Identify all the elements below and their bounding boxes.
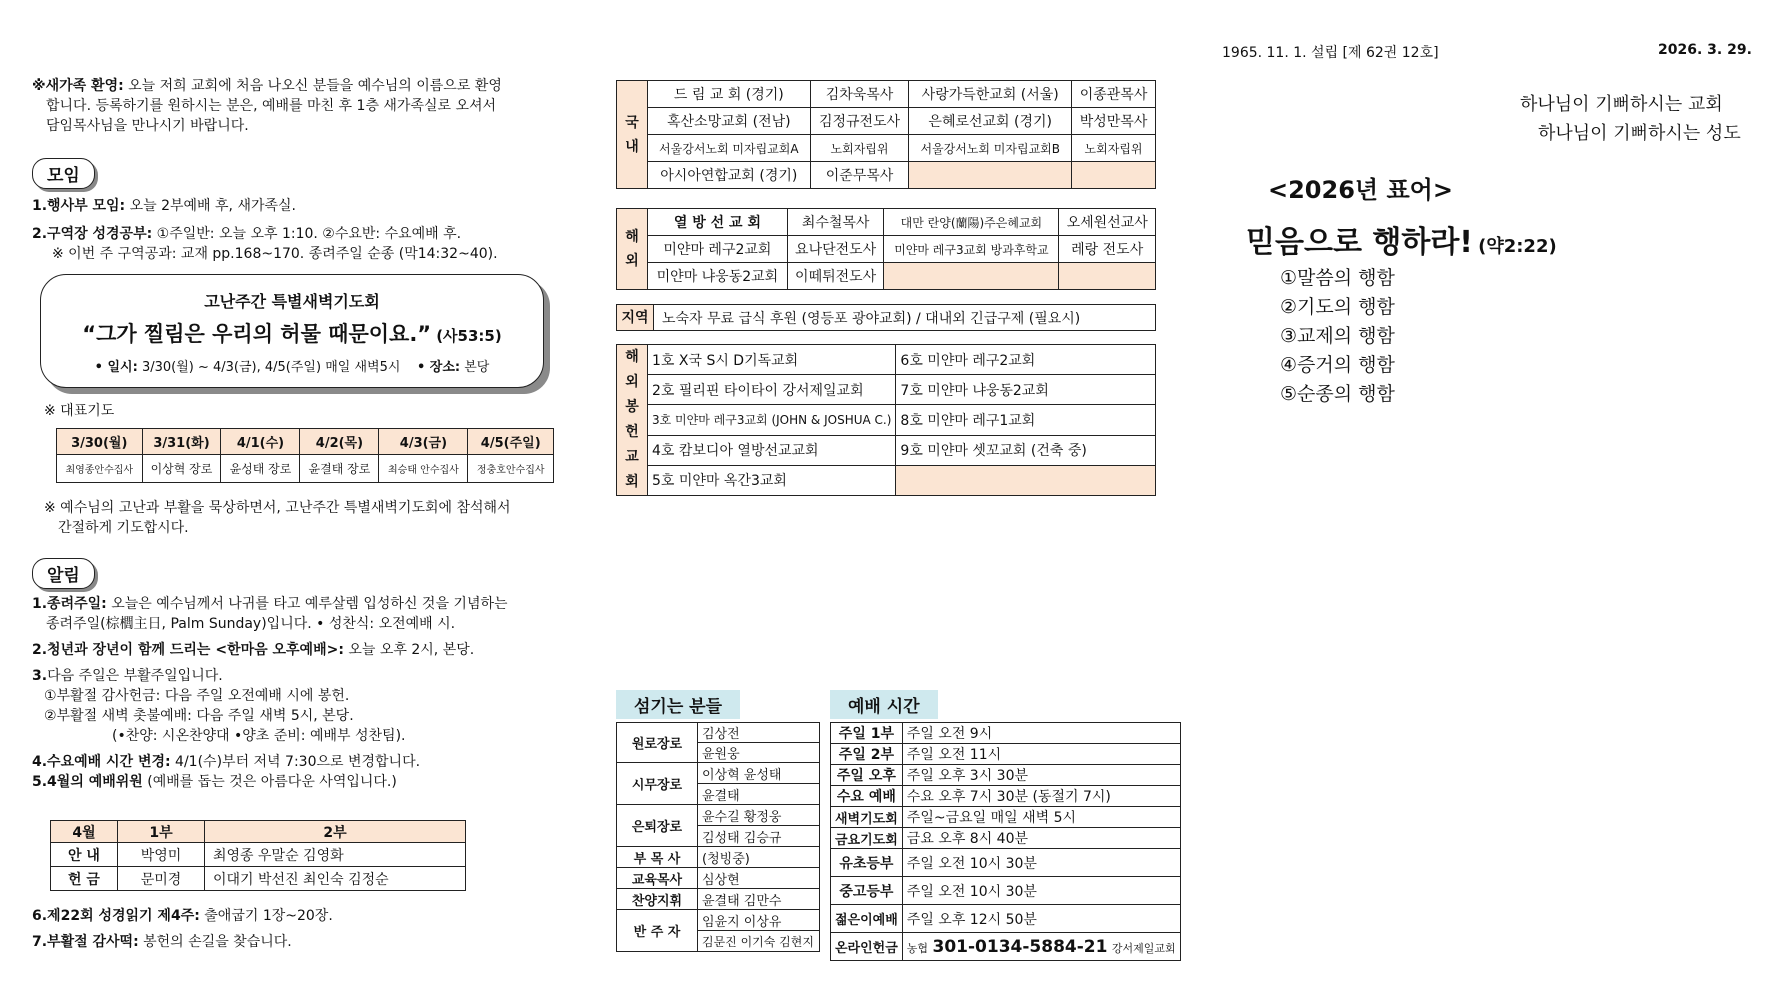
mission-church: 아시아연합교회 (경기) bbox=[648, 162, 811, 189]
special-prayer-details bbox=[41, 356, 543, 375]
worship-service: 중고등부 bbox=[831, 877, 903, 905]
news-label: 4.수요예배 시간 변경: bbox=[32, 754, 171, 770]
server-name: 김문진 이기숙 김현지 bbox=[698, 931, 820, 952]
table-row bbox=[617, 81, 1156, 108]
worship-time: 금요 오후 8시 40분 bbox=[902, 828, 1180, 849]
worship-time: 주일 오전 10시 30분 bbox=[902, 877, 1180, 905]
rep-prayer-table bbox=[56, 428, 554, 483]
news-text: 오늘은 예수님께서 나귀를 타고 예루살렘 입성하신 것을 기념하는 bbox=[106, 596, 508, 612]
worship-time: 주일 오전 9시 bbox=[902, 723, 1180, 744]
committee-cell: 최영종 우말순 김영화 bbox=[205, 843, 466, 867]
news-label: 6.제22회 성경읽기 제4주: bbox=[32, 908, 200, 924]
mission-church: 드 림 교 회 (경기) bbox=[648, 81, 811, 108]
mission-empty bbox=[1059, 263, 1156, 290]
mission-church: 미얀마 냐웅동2교회 bbox=[648, 263, 788, 290]
mission-church: 열 방 선 교 회 bbox=[648, 209, 788, 236]
bank-name: 농협 bbox=[906, 941, 929, 955]
motto-line2: 하나님이 기뻐하시는 성도 bbox=[1538, 123, 1741, 144]
table-row bbox=[831, 828, 1181, 849]
overseas-missions-table bbox=[616, 208, 1156, 290]
mission-church: 혹산소망교회 (전남) bbox=[648, 108, 811, 135]
slogan-verse: (약2:22) bbox=[1478, 236, 1557, 257]
worship-service: 수요 예배 bbox=[831, 786, 903, 807]
table-row bbox=[831, 807, 1181, 828]
server-name: 윤결태 김만수 bbox=[698, 889, 820, 910]
server-role: 부 목 사 bbox=[617, 847, 698, 868]
mission-pastor: 노회자립위 bbox=[810, 135, 909, 162]
rep-day: 4/2(목) bbox=[300, 429, 379, 455]
table-row bbox=[617, 108, 1156, 135]
news-title: 알림 bbox=[32, 558, 95, 589]
mission-pastor: 이떼튀전도사 bbox=[787, 263, 884, 290]
table-row bbox=[831, 723, 1181, 744]
overseas-label: 해외 bbox=[617, 209, 648, 290]
planting-label: 해외봉헌교회 bbox=[617, 345, 648, 496]
committee-header: 2부 bbox=[205, 821, 466, 843]
where-label: • 장소: bbox=[416, 360, 461, 375]
slogan-item: ⑤순종의 행함 bbox=[1280, 383, 1395, 405]
founding-info: 1965. 11. 1. 설립 [제 62권 12호] bbox=[1222, 45, 1439, 61]
planted-church: 2호 필리핀 타이타이 강서제일교회 bbox=[648, 375, 896, 405]
rep-name: 최영종안수집사 bbox=[57, 455, 143, 483]
mission-church: 은혜로선교회 (경기) bbox=[909, 108, 1072, 135]
worship-service: 젊은이예배 bbox=[831, 905, 903, 933]
servers-table bbox=[616, 722, 820, 952]
table-row bbox=[617, 236, 1156, 263]
table-row bbox=[57, 455, 554, 483]
server-name: 이상혁 윤성태 bbox=[698, 763, 820, 784]
year-title: <2026년 표어> bbox=[1268, 176, 1453, 204]
news-text: 봉헌의 손길을 찾습니다. bbox=[138, 934, 292, 950]
worship-service: 유초등부 bbox=[831, 849, 903, 877]
table-row bbox=[51, 821, 466, 843]
planted-church: 8호 미얀마 레구1교회 bbox=[896, 405, 1156, 435]
news-text: 다음 주일은 부활주일입니다. bbox=[47, 668, 223, 684]
table-row bbox=[831, 765, 1181, 786]
worship-time: 주일~금요일 매일 새벽 5시 bbox=[902, 807, 1180, 828]
table-row bbox=[617, 375, 1156, 405]
rep-day: 4/5(주일) bbox=[468, 429, 554, 455]
worship-time: 수요 오후 7시 30분 (동절기 7시) bbox=[902, 786, 1180, 807]
committee-cell: 안 내 bbox=[51, 843, 118, 867]
planted-church: 3호 미얀마 레구3교회 (JOHN & JOSHUA C.) bbox=[648, 405, 896, 435]
when-label: • 일시: bbox=[94, 360, 138, 375]
welcome-text: 담임목사님을 만나시기 바랍니다. bbox=[46, 118, 249, 134]
online-offering-label: 온라인헌금 bbox=[831, 933, 903, 961]
mission-pastor: 박성만목사 bbox=[1072, 108, 1156, 135]
news-label: 1.종려주일: bbox=[32, 596, 107, 612]
table-row bbox=[51, 867, 466, 891]
worship-title: 예배 시간 bbox=[830, 690, 938, 719]
news-text: (예배를 돕는 것은 아름다운 사역입니다.) bbox=[142, 774, 397, 790]
worship-times-table bbox=[830, 722, 1181, 961]
mission-empty bbox=[1072, 162, 1156, 189]
server-role: 시무장로 bbox=[617, 763, 698, 805]
table-row bbox=[57, 429, 554, 455]
server-role: 교육목사 bbox=[617, 868, 698, 889]
worship-service: 금요기도회 bbox=[831, 828, 903, 849]
worship-time: 주일 오후 3시 30분 bbox=[902, 765, 1180, 786]
planted-church: 6호 미얀마 레구2교회 bbox=[896, 345, 1156, 375]
committee-cell: 헌 금 bbox=[51, 867, 118, 891]
note-text: 간절하게 기도합시다. bbox=[58, 520, 189, 536]
server-name: 윤수길 황정웅 bbox=[698, 805, 820, 826]
planted-church: 5호 미얀마 옥간3교회 bbox=[648, 465, 896, 495]
special-prayer-title: 고난주간 특별새벽기도회 bbox=[204, 292, 380, 311]
mission-church: 대만 란양(蘭陽)주은혜교회 bbox=[884, 209, 1059, 236]
table-row bbox=[831, 905, 1181, 933]
server-name: 윤원웅 bbox=[698, 743, 820, 763]
mission-empty bbox=[909, 162, 1072, 189]
meeting-item-label: 1.행사부 모임: bbox=[32, 198, 126, 214]
slogan-item: ③교제의 행함 bbox=[1280, 325, 1395, 347]
news-subitem: (•찬양: 시온찬양대 •양초 준비: 예배부 성찬팀). bbox=[112, 728, 406, 744]
rep-name: 정충호안수집사 bbox=[468, 455, 554, 483]
region-text: 노숙자 무료 급식 후원 (영등포 광야교회) / 대내외 긴급구제 (필요시) bbox=[654, 305, 1156, 331]
domestic-missions-table bbox=[616, 80, 1156, 189]
slogan-items bbox=[1280, 264, 1395, 409]
worship-service: 주일 1부 bbox=[831, 723, 903, 744]
mission-church: 사랑가득한교회 (서울) bbox=[909, 81, 1072, 108]
meeting-title: 모임 bbox=[32, 158, 95, 189]
table-row bbox=[617, 805, 820, 826]
committee-cell: 이대기 박선진 최인숙 김정순 bbox=[205, 867, 466, 891]
welcome-section bbox=[32, 76, 567, 136]
bulletin-date: 2026. 3. 29. bbox=[1658, 42, 1752, 58]
planted-church bbox=[896, 465, 1156, 495]
mission-church: 서울강서노회 미자립교회B bbox=[909, 135, 1072, 162]
server-role: 원로장로 bbox=[617, 723, 698, 763]
rep-day: 3/30(월) bbox=[57, 429, 143, 455]
table-row bbox=[831, 744, 1181, 765]
mission-pastor: 김차욱목사 bbox=[810, 81, 909, 108]
account-holder: 강서제일교회 bbox=[1111, 941, 1176, 955]
worship-service: 새벽기도회 bbox=[831, 807, 903, 828]
mission-pastor: 김정규전도사 bbox=[810, 108, 909, 135]
slogan-item: ②기도의 행함 bbox=[1280, 296, 1395, 318]
note-text: ※ 예수님의 고난과 부활을 묵상하면서, 고난주간 특별새벽기도회에 참석해서 bbox=[44, 500, 511, 516]
meeting-section bbox=[32, 196, 572, 264]
mission-pastor: 이종관목사 bbox=[1072, 81, 1156, 108]
quote-ref: (사53:5) bbox=[436, 327, 502, 345]
rep-name: 최승태 안수집사 bbox=[379, 455, 468, 483]
table-row bbox=[617, 910, 820, 931]
news-subitem: ①부활절 감사헌금: 다음 주일 오전예배 시에 봉헌. bbox=[44, 688, 350, 704]
news-section-end bbox=[32, 906, 572, 952]
server-name: 심상현 bbox=[698, 868, 820, 889]
rep-day: 4/3(금) bbox=[379, 429, 468, 455]
planted-church: 1호 X국 S시 D기독교회 bbox=[648, 345, 896, 375]
table-row bbox=[617, 162, 1156, 189]
slogan-text: 믿음으로 행하라! bbox=[1246, 225, 1473, 260]
special-prayer-box bbox=[40, 274, 544, 388]
table-row bbox=[617, 405, 1156, 435]
mission-church: 미얀마 레구2교회 bbox=[648, 236, 788, 263]
committee-header: 4월 bbox=[51, 821, 118, 843]
mission-empty bbox=[884, 263, 1059, 290]
mission-pastor: 이준무목사 bbox=[810, 162, 909, 189]
committee-header: 1부 bbox=[118, 821, 205, 843]
worship-header bbox=[830, 690, 938, 719]
news-section bbox=[32, 594, 572, 792]
planted-church: 9호 미얀마 셋꼬교회 (건축 중) bbox=[896, 435, 1156, 465]
table-row bbox=[617, 345, 1156, 375]
meeting-header bbox=[32, 158, 95, 189]
planted-church: 4호 캄보디아 열방선교교회 bbox=[648, 435, 896, 465]
special-prayer-quote bbox=[41, 318, 543, 348]
worship-time: 주일 오전 11시 bbox=[902, 744, 1180, 765]
table-row bbox=[617, 763, 820, 784]
mission-pastor: 최수철목사 bbox=[787, 209, 884, 236]
news-text: 출애굽기 1장~20장. bbox=[199, 908, 333, 924]
quote-text: “그가 찔림은 우리의 허물 때문이요.” bbox=[82, 322, 432, 346]
committee-cell: 박영미 bbox=[118, 843, 205, 867]
where-text: 본당 bbox=[460, 360, 490, 375]
year-slogan bbox=[1246, 217, 1557, 261]
mission-church: 서울강서노회 미자립교회A bbox=[648, 135, 811, 162]
meeting-item-text: 오늘 2부예배 후, 새가족실. bbox=[125, 198, 297, 214]
news-label: 2.청년과 장년이 함께 드리는 <한마음 오후예배>: bbox=[32, 642, 344, 658]
server-name: 김성태 김승규 bbox=[698, 826, 820, 847]
rep-name: 이상혁 장로 bbox=[142, 455, 221, 483]
meeting-item-label: 2.구역장 성경공부: bbox=[32, 226, 153, 242]
table-row bbox=[617, 435, 1156, 465]
news-label: 5.4월의 예배위원 bbox=[32, 774, 143, 790]
worship-service: 주일 오후 bbox=[831, 765, 903, 786]
table-row bbox=[617, 847, 820, 868]
news-subitem: ②부활절 새벽 촛불예배: 다음 주일 새벽 5시, 본당. bbox=[44, 708, 354, 724]
table-row bbox=[617, 305, 1156, 331]
table-row bbox=[617, 889, 820, 910]
mission-church: 미얀마 레구3교회 방과후학교 bbox=[884, 236, 1059, 263]
table-row bbox=[51, 843, 466, 867]
table-row bbox=[831, 786, 1181, 807]
mission-pastor: 레랑 전도사 bbox=[1059, 236, 1156, 263]
domestic-label: 국내 bbox=[617, 81, 648, 189]
server-role: 찬양지휘 bbox=[617, 889, 698, 910]
server-role: 은퇴장로 bbox=[617, 805, 698, 847]
news-text: 4/1(수)부터 저녁 7:30으로 변경합니다. bbox=[170, 754, 421, 770]
planted-churches-table bbox=[616, 344, 1156, 496]
table-row bbox=[831, 933, 1181, 961]
mission-pastor: 노회자립위 bbox=[1072, 135, 1156, 162]
planted-church: 7호 미얀마 냐웅동2교회 bbox=[896, 375, 1156, 405]
mission-pastor: 오세원선교사 bbox=[1059, 209, 1156, 236]
server-role: 반 주 자 bbox=[617, 910, 698, 952]
rep-name: 윤성태 장로 bbox=[221, 455, 300, 483]
region-mission-table bbox=[616, 304, 1156, 331]
account-number: 301-0134-5884-21 bbox=[932, 936, 1108, 957]
server-name: 임윤지 이상유 bbox=[698, 910, 820, 931]
table-row bbox=[617, 135, 1156, 162]
table-row bbox=[831, 849, 1181, 877]
news-label: 3. bbox=[32, 668, 48, 684]
rep-day: 3/31(화) bbox=[142, 429, 221, 455]
worship-time: 주일 오후 12시 50분 bbox=[902, 905, 1180, 933]
welcome-text: 합니다. 등록하기를 원하시는 분은, 예배를 마친 후 1층 새가족실로 오셔서 bbox=[46, 98, 497, 114]
rep-prayer-label: ※ 대표기도 bbox=[44, 403, 115, 419]
news-text: 오늘 오후 2시, 본당. bbox=[343, 642, 475, 658]
server-name: 윤결태 bbox=[698, 784, 820, 805]
table-row bbox=[831, 877, 1181, 905]
online-offering-account bbox=[902, 933, 1180, 961]
april-committee-table bbox=[50, 820, 466, 891]
when-text: 3/30(월) ~ 4/3(금), 4/5(주일) 매일 새벽5시 bbox=[137, 360, 401, 375]
welcome-label: ※새가족 환영: bbox=[32, 78, 124, 94]
table-row bbox=[617, 723, 820, 743]
welcome-text: 오늘 저희 교회에 처음 나오신 분들을 예수님의 이름으로 환영 bbox=[128, 78, 502, 94]
table-row bbox=[617, 263, 1156, 290]
meeting-item-text: ①주일반: 오늘 오후 1:10. ②수요반: 수요예배 후. bbox=[152, 226, 462, 242]
region-label: 지역 bbox=[617, 305, 654, 331]
motto-line1: 하나님이 기뻐하시는 교회 bbox=[1520, 94, 1723, 115]
server-name: (청빙중) bbox=[698, 847, 820, 868]
servers-header bbox=[616, 690, 740, 719]
news-label: 7.부활절 감사떡: bbox=[32, 934, 139, 950]
table-row bbox=[617, 465, 1156, 495]
server-name: 김상전 bbox=[698, 723, 820, 743]
servers-title: 섬기는 분들 bbox=[616, 690, 740, 719]
rep-name: 윤결태 장로 bbox=[300, 455, 379, 483]
committee-cell: 문미경 bbox=[118, 867, 205, 891]
meeting-subnote: ※ 이번 주 구역공과: 교재 pp.168~170. 종려주일 순종 (막14:32~40). bbox=[52, 246, 498, 262]
rep-day: 4/1(수) bbox=[221, 429, 300, 455]
table-row bbox=[617, 868, 820, 889]
news-header bbox=[32, 558, 95, 589]
worship-service: 주일 2부 bbox=[831, 744, 903, 765]
rep-prayer-note bbox=[44, 498, 564, 538]
worship-time: 주일 오전 10시 30분 bbox=[902, 849, 1180, 877]
table-row bbox=[617, 209, 1156, 236]
slogan-item: ④증거의 행함 bbox=[1280, 354, 1395, 376]
mission-pastor: 요나단전도사 bbox=[787, 236, 884, 263]
news-text: 종려주일(棕櫚主日, Palm Sunday)입니다. • 성찬식: 오전예배 시. bbox=[46, 616, 456, 632]
slogan-item: ①말씀의 행함 bbox=[1280, 267, 1395, 289]
